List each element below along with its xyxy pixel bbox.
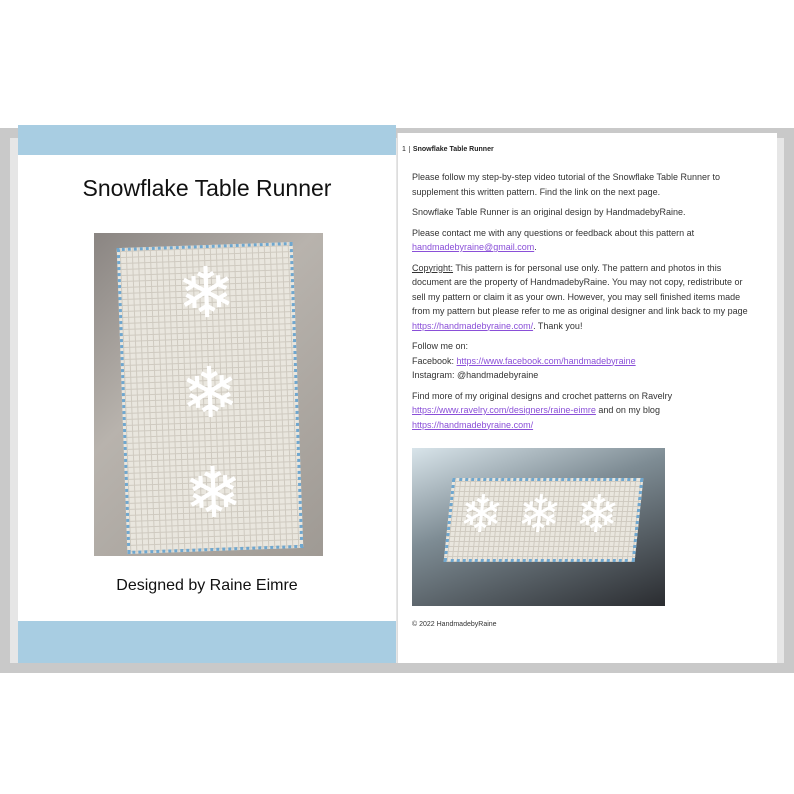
- paragraph-original: Snowflake Table Runner is an original design by HandmadebyRaine.: [412, 207, 686, 217]
- page-number: 1: [402, 146, 410, 153]
- facebook-link[interactable]: https://www.facebook.com/handmadebyraine: [456, 355, 636, 366]
- site-link[interactable]: https://handmadebyraine.com/: [412, 320, 534, 331]
- footer-copyright: © 2022 HandmadebyRaine: [412, 621, 497, 628]
- ravelry-link[interactable]: https://www.ravelry.com/designers/raine-eimre: [412, 405, 596, 415]
- page-header: [402, 146, 494, 153]
- email-link[interactable]: handmadebyraine@gmail.com: [412, 242, 535, 252]
- cover-page: [18, 125, 396, 663]
- cover-designer: Designed by Raine Eimre: [116, 577, 298, 594]
- snowflake-icon: ❄: [456, 486, 507, 544]
- facebook-label: Facebook:: [412, 355, 457, 366]
- paragraph-contact: Please contact me with any questions or feedback about this pattern at handmadebyraine@gmail.com.: [412, 227, 695, 252]
- snowflake-icon: ❄: [175, 253, 238, 334]
- snowflake-icon: ❄: [572, 486, 623, 544]
- table-runner-image: [444, 478, 644, 562]
- snowflake-icon: ❄: [179, 353, 241, 434]
- page-body: [412, 170, 757, 438]
- cover-top-band: [18, 125, 396, 155]
- contact-text: Please contact me with any questions or feedback about this pattern at: [412, 227, 695, 238]
- table-runner-image: [117, 242, 304, 554]
- paragraph-ravelry: [412, 389, 757, 433]
- blog-text: and on my blog: [595, 405, 660, 415]
- header-title: Snowflake Table Runner: [412, 146, 494, 153]
- blog-link[interactable]: https://handmadebyraine.com/: [412, 419, 534, 430]
- ravelry-text: Find more of my original designs and crochet patterns on Ravelry: [412, 390, 673, 401]
- paragraph-copyright: [412, 261, 757, 334]
- cover-bottom-band: [18, 621, 396, 663]
- paragraph-tutorial: Please follow my step-by-step video tutorial of the Snowflake Table Runner to supplement this written pattern. Find the link on the next page.: [412, 172, 720, 197]
- snowflake-icon: ❄: [514, 486, 565, 544]
- follow-text: Follow me on:: [412, 341, 469, 351]
- thanks-text: . Thank you!: [533, 320, 583, 331]
- cover-title: Snowflake Table Runner: [82, 175, 332, 201]
- runner-on-table-photo: [412, 448, 665, 606]
- paragraph-social: [412, 339, 757, 383]
- instagram-text: Instagram: @handmadebyraine: [412, 370, 539, 380]
- copyright-text: This pattern is for personal use only. The pattern and photos in this document are the property of HandmadebyRaine. You may not copy, redistribute or sell my pattern or claim it as your own. However, you may sell finished items made from my pattern but please refer to me as original designer and link back to my page: [412, 262, 748, 316]
- info-page: [397, 133, 777, 663]
- snowflake-icon: ❄: [182, 452, 244, 533]
- copyright-label: Copyright:: [412, 262, 454, 273]
- cover-photo: [94, 233, 323, 556]
